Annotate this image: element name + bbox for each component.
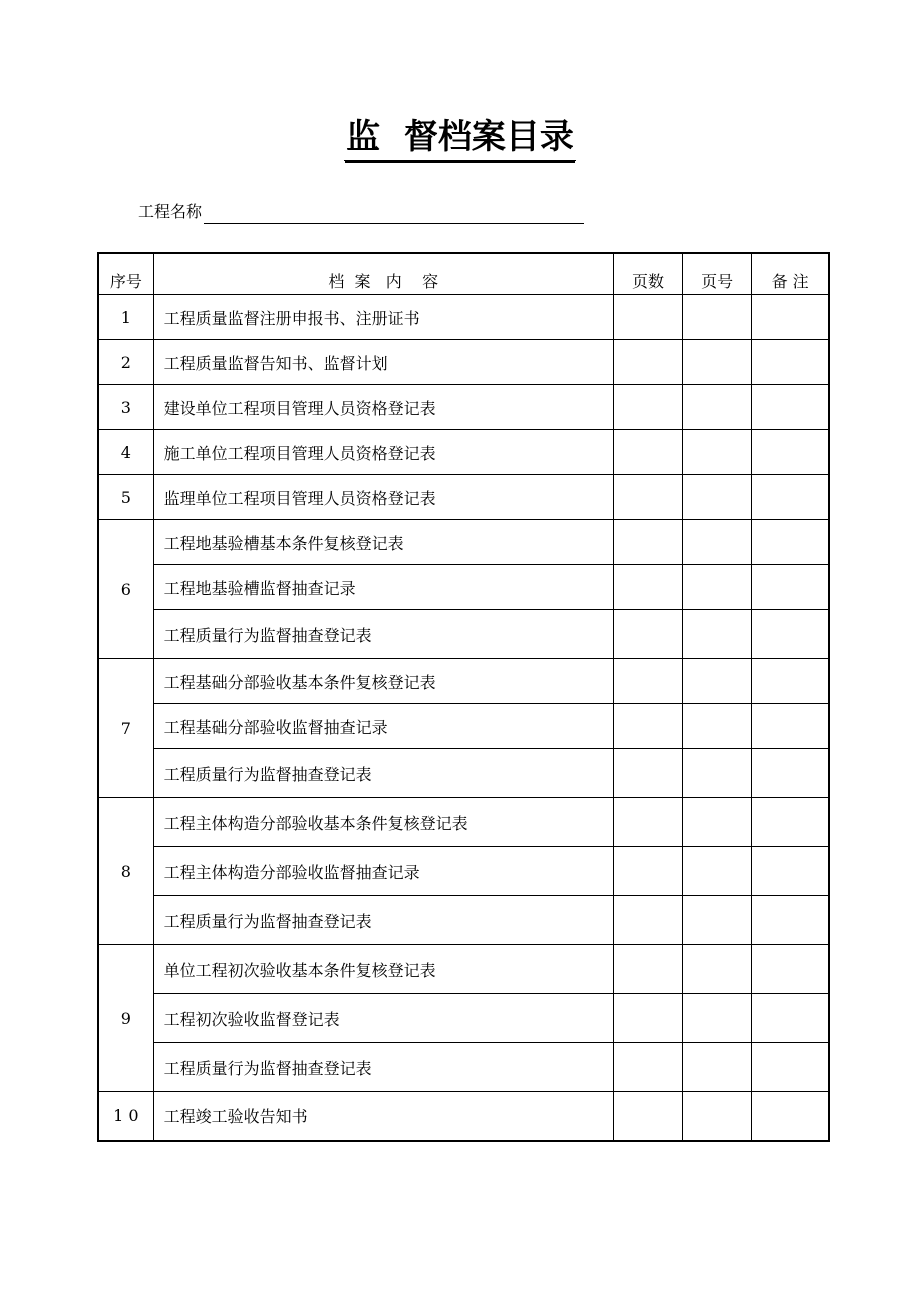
table-row [98, 1043, 829, 1092]
pages-cell[interactable] [613, 295, 682, 340]
remark-cell[interactable] [752, 994, 829, 1043]
pages-cell[interactable] [613, 896, 682, 945]
table-row [98, 896, 829, 945]
row-content: 工程主体构造分部验收基本条件复核登记表 [153, 798, 613, 847]
page-no-cell[interactable] [683, 475, 752, 520]
remark-cell[interactable] [752, 295, 829, 340]
row-content: 工程初次验收监督登记表 [153, 994, 613, 1043]
remark-cell[interactable] [752, 847, 829, 896]
remark-cell[interactable] [752, 340, 829, 385]
pages-cell[interactable] [613, 659, 682, 704]
header-page-no: 页号 [683, 253, 752, 295]
page-no-cell[interactable] [683, 659, 752, 704]
row-content: 工程质量行为监督抽查登记表 [153, 1043, 613, 1092]
row-content: 工程地基验槽基本条件复核登记表 [153, 520, 613, 565]
row-content: 工程质量监督告知书、监督计划 [153, 340, 613, 385]
row-content: 监理单位工程项目管理人员资格登记表 [153, 475, 613, 520]
table-row [98, 945, 829, 994]
remark-cell[interactable] [752, 1092, 829, 1141]
table-row [98, 610, 829, 659]
pages-cell[interactable] [613, 798, 682, 847]
remark-cell[interactable] [752, 659, 829, 704]
page-no-cell[interactable] [683, 565, 752, 610]
header-pages: 页数 [613, 253, 682, 295]
page-no-cell[interactable] [683, 1043, 752, 1092]
remark-cell[interactable] [752, 945, 829, 994]
table-row [98, 520, 829, 565]
row-content: 工程主体构造分部验收监督抽查记录 [153, 847, 613, 896]
pages-cell[interactable] [613, 340, 682, 385]
table-row [98, 385, 829, 430]
remark-cell[interactable] [752, 520, 829, 565]
row-content: 工程质量行为监督抽查登记表 [153, 749, 613, 798]
document-title: 监 督档案目录 [344, 115, 576, 161]
remark-cell[interactable] [752, 798, 829, 847]
page-no-cell[interactable] [683, 704, 752, 749]
row-seq: 8 [98, 798, 153, 945]
header-remark: 备 注 [752, 253, 829, 295]
row-seq: 2 [98, 340, 153, 385]
row-seq: 5 [98, 475, 153, 520]
table-row [98, 430, 829, 475]
pages-cell[interactable] [613, 945, 682, 994]
pages-cell[interactable] [613, 994, 682, 1043]
row-content: 施工单位工程项目管理人员资格登记表 [153, 430, 613, 475]
row-content: 建设单位工程项目管理人员资格登记表 [153, 385, 613, 430]
pages-cell[interactable] [613, 847, 682, 896]
remark-cell[interactable] [752, 475, 829, 520]
remark-cell[interactable] [752, 565, 829, 610]
remark-cell[interactable] [752, 610, 829, 659]
table-row [98, 565, 829, 610]
page-no-cell[interactable] [683, 610, 752, 659]
page-no-cell[interactable] [683, 385, 752, 430]
page-no-cell[interactable] [683, 749, 752, 798]
row-content: 工程质量行为监督抽查登记表 [153, 896, 613, 945]
page-no-cell[interactable] [683, 295, 752, 340]
row-seq: 1 0 [98, 1092, 153, 1141]
table-row [98, 1092, 829, 1141]
page-no-cell[interactable] [683, 520, 752, 565]
row-seq: 4 [98, 430, 153, 475]
pages-cell[interactable] [613, 475, 682, 520]
catalog-body [98, 295, 829, 1141]
remark-cell[interactable] [752, 749, 829, 798]
row-seq: 1 [98, 295, 153, 340]
table-row [98, 798, 829, 847]
remark-cell[interactable] [752, 430, 829, 475]
row-seq: 6 [98, 520, 153, 659]
page-no-cell[interactable] [683, 798, 752, 847]
header-content: 档 案 内 容 [153, 253, 613, 295]
row-content: 工程地基验槽监督抽查记录 [153, 565, 613, 610]
table-row [98, 704, 829, 749]
row-seq: 7 [98, 659, 153, 798]
row-seq: 9 [98, 945, 153, 1092]
row-content: 工程质量行为监督抽查登记表 [153, 610, 613, 659]
page-no-cell[interactable] [683, 340, 752, 385]
remark-cell[interactable] [752, 385, 829, 430]
pages-cell[interactable] [613, 704, 682, 749]
row-seq: 3 [98, 385, 153, 430]
remark-cell[interactable] [752, 704, 829, 749]
table-row [98, 340, 829, 385]
project-name-label: 工程名称 [138, 202, 203, 221]
pages-cell[interactable] [613, 520, 682, 565]
page-no-cell[interactable] [683, 896, 752, 945]
pages-cell[interactable] [613, 430, 682, 475]
remark-cell[interactable] [752, 1043, 829, 1092]
row-content: 工程竣工验收告知书 [153, 1092, 613, 1141]
table-row [98, 295, 829, 340]
row-content: 单位工程初次验收基本条件复核登记表 [153, 945, 613, 994]
page-no-cell[interactable] [683, 994, 752, 1043]
row-content: 工程基础分部验收监督抽查记录 [153, 704, 613, 749]
pages-cell[interactable] [613, 565, 682, 610]
catalog-table [97, 252, 830, 1142]
page-no-cell[interactable] [683, 847, 752, 896]
row-content: 工程质量监督注册申报书、注册证书 [153, 295, 613, 340]
project-name-line [138, 200, 584, 224]
table-row [98, 749, 829, 798]
table-row [98, 659, 829, 704]
pages-cell[interactable] [613, 610, 682, 659]
table-row [98, 475, 829, 520]
header-seq: 序号 [98, 253, 153, 295]
project-name-blank[interactable] [204, 205, 584, 224]
page-no-cell[interactable] [683, 945, 752, 994]
remark-cell[interactable] [752, 896, 829, 945]
table-row [98, 847, 829, 896]
pages-cell[interactable] [613, 1092, 682, 1141]
document-title-wrap [0, 115, 920, 161]
pages-cell[interactable] [613, 385, 682, 430]
table-row [98, 994, 829, 1043]
pages-cell[interactable] [613, 749, 682, 798]
row-content: 工程基础分部验收基本条件复核登记表 [153, 659, 613, 704]
pages-cell[interactable] [613, 1043, 682, 1092]
page-no-cell[interactable] [683, 430, 752, 475]
page-no-cell[interactable] [683, 1092, 752, 1141]
table-header-row [98, 253, 829, 295]
